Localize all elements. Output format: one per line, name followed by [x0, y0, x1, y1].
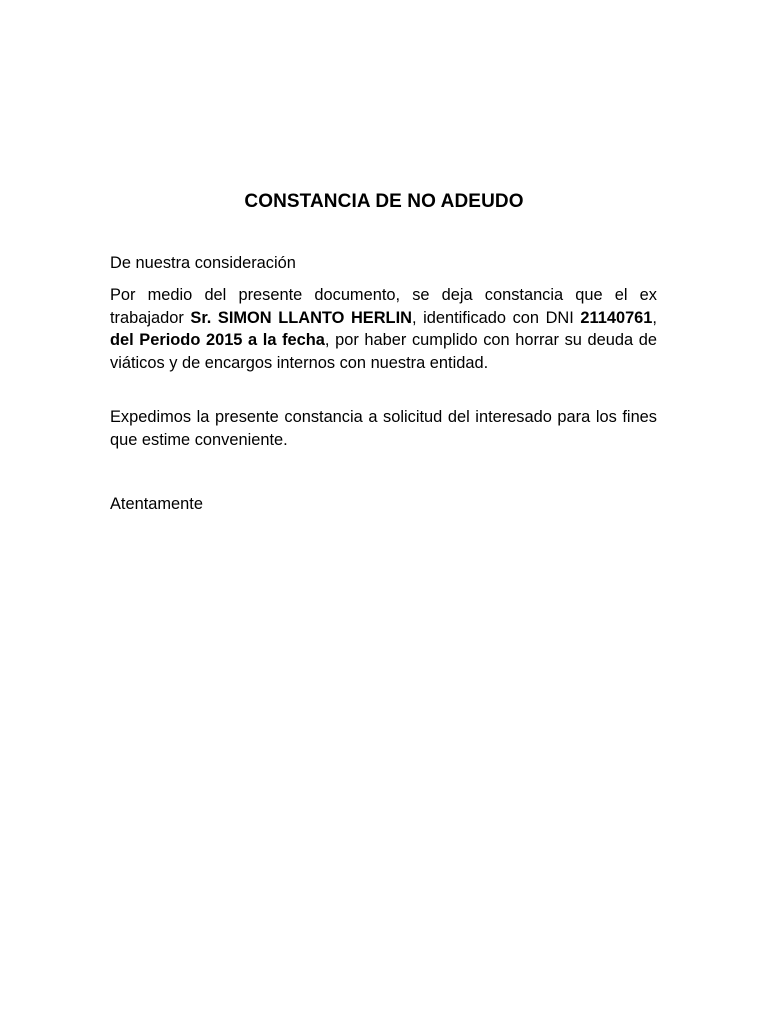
- greeting-text: De nuestra consideración: [110, 254, 296, 272]
- body-paragraph-2: Expedimos la presente constancia a solicitud del interesado para los fines que estime conveniente.: [110, 408, 657, 449]
- worker-name: Sr. SIMON LLANTO HERLIN: [190, 308, 412, 327]
- paragraph-ending: , por haber cumplido con horrar su deuda de viáticos y de encargos internos con nuestra entidad.: [110, 331, 657, 372]
- document-title: CONSTANCIA DE NO ADEUDO: [244, 191, 524, 212]
- paragraph-after-name: , identificado con DNI: [411, 308, 581, 327]
- closing-text: Atentamente: [110, 495, 203, 513]
- dni-number: 21140761: [580, 308, 653, 327]
- paragraph-intro: Por medio del presente documento, se deja constancia que el ex trabajador: [110, 286, 657, 327]
- body-paragraph-1: [110, 284, 657, 374]
- paragraph-comma: ,: [652, 308, 657, 327]
- period-text: del Periodo 2015 a la fecha: [110, 331, 325, 350]
